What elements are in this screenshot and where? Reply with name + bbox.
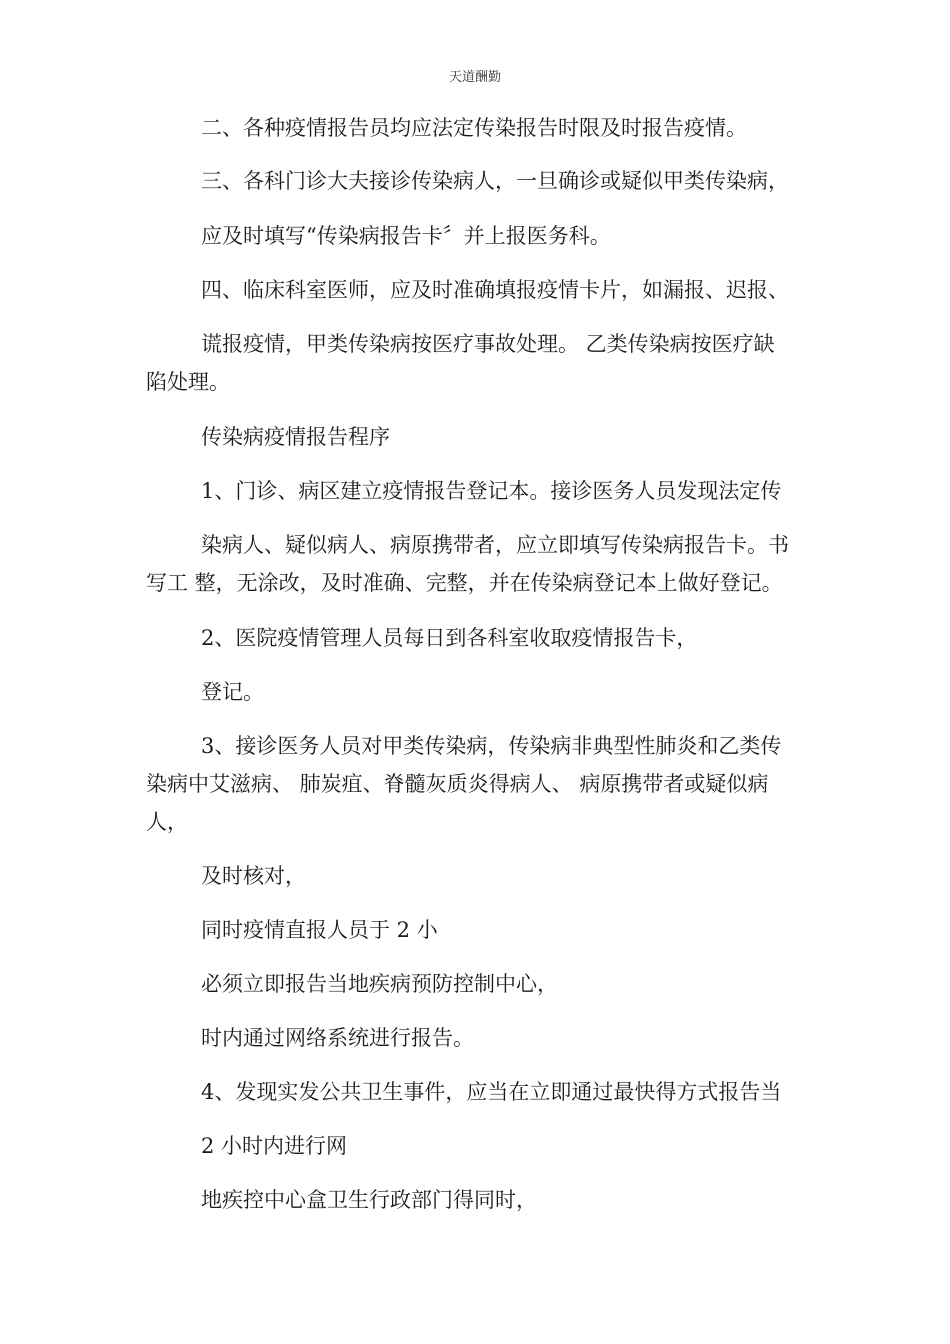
page-header: 天道酬勤 xyxy=(448,70,501,85)
paragraph-line: 2、医院疫情管理人员每日到各科室收取疫情报告卡， xyxy=(201,626,698,650)
paragraph-line: 3、接诊医务人员对甲类传染病，传染病非典型性肺炎和乙类传 xyxy=(201,734,782,758)
paragraph-line: 及时核对， xyxy=(201,864,306,888)
paragraph-line: 登记。 xyxy=(201,680,264,704)
paragraph-line: 写工 整，无涂改，及时准确、完整，并在传染病登记本上做好登记。 xyxy=(146,571,783,595)
paragraph-line: 二、各种疫情报告员均应法定传染报告时限及时报告疫情。 xyxy=(201,116,747,140)
section-heading: 传染病疫情报告程序 xyxy=(201,425,390,449)
paragraph-line: 四、临床科室医师，应及时准确填报疫情卡片，如漏报、迟报、 xyxy=(201,278,789,302)
paragraph-line: 陷处理。 xyxy=(146,370,230,394)
paragraph-line: 地疾控中心盒卫生行政部门得同时， xyxy=(201,1188,537,1212)
paragraph-line: 三、各科门诊大夫接诊传染病人，一旦确诊或疑似甲类传染病， xyxy=(201,169,789,193)
paragraph-line: 4、发现实发公共卫生事件，应当在立即通过最快得方式报告当 xyxy=(201,1080,782,1104)
paragraph-line: 同时疫情直报人员于 2 小 xyxy=(201,918,438,942)
paragraph-line: 时内通过网络系统进行报告。 xyxy=(201,1026,474,1050)
paragraph-line: 染病人、疑似病人、病原携带者，应立即填写传染病报告卡。书 xyxy=(201,533,789,557)
paragraph-line: 人， xyxy=(146,810,188,834)
paragraph-line: 1、门诊、病区建立疫情报告登记本。接诊医务人员发现法定传 xyxy=(201,479,782,503)
paragraph-line: 必须立即报告当地疾病预防控制中心， xyxy=(201,972,558,996)
paragraph-line: 应及时填写“传染病报告卡〞并上报医务科。 xyxy=(201,224,611,248)
paragraph-line: 2 小时内进行网 xyxy=(201,1134,348,1158)
paragraph-line: 谎报疫情，甲类传染病按医疗事故处理。 乙类传染病按医疗缺 xyxy=(201,332,775,356)
paragraph-line: 染病中艾滋病、 肺炭疽、脊髓灰质炎得病人、 病原携带者或疑似病 xyxy=(146,772,769,796)
